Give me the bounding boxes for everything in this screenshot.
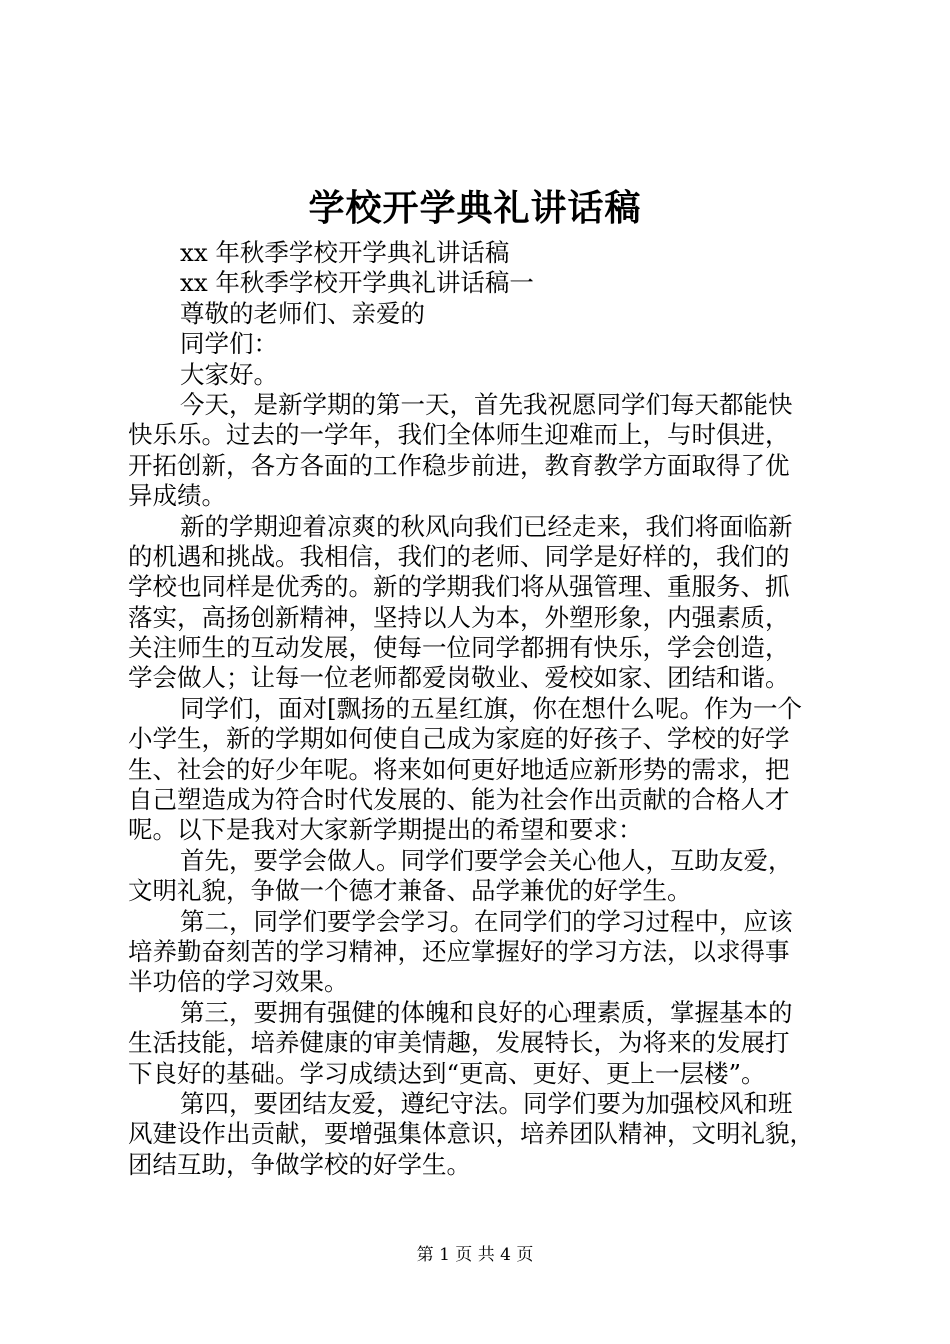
text-line: 关注师生的互动发展，使每一位同学都拥有快乐，学会创造，	[128, 633, 790, 663]
text-line: xx 年秋季学校开学典礼讲话稿一	[180, 268, 534, 298]
text-line: 落实，高扬创新精神，坚持以人为本，外塑形象，内强素质，	[128, 602, 790, 632]
text-line: 第三，要拥有强健的体魄和良好的心理素质，掌握基本的	[180, 997, 793, 1027]
document-title: 学校开学典礼讲话稿	[308, 187, 642, 229]
text-line: 下良好的基础。学习成绩达到“更高、更好、更上一层楼”。	[128, 1058, 766, 1088]
page-number-footer: 第 1 页 共 4 页	[416, 1245, 534, 1265]
text-line: 第二，同学们要学会学习。在同学们的学习过程中，应该	[180, 906, 793, 936]
text-line: 培养勤奋刻苦的学习精神，还应掌握好的学习方法，以求得事	[128, 936, 790, 966]
text-line: 风建设作出贡献，要增强集体意识，培养团队精神，文明礼貌，	[128, 1119, 814, 1149]
text-line: 的机遇和挑战。我相信，我们的老师、同学是好样的，我们的	[128, 541, 790, 571]
text-line: 呢。以下是我对大家新学期提出的希望和要求：	[128, 815, 643, 845]
text-line: 同学们，面对[飘扬的五星红旗，你在想什么呢。作为一个	[180, 693, 803, 723]
text-line: 自己塑造成为符合时代发展的、能为社会作出贡献的合格人才	[128, 785, 790, 815]
document-body	[128, 238, 844, 1180]
text-line: 团结互助，争做学校的好学生。	[128, 1149, 471, 1179]
text-line: 第四，要团结友爱，遵纪守法。同学们要为加强校风和班	[180, 1088, 793, 1118]
text-line: 生、社会的好少年呢。将来如何更好地适应新形势的需求，把	[128, 754, 790, 784]
text-line: xx 年秋季学校开学典礼讲话稿	[180, 238, 510, 267]
text-line: 文明礼貌，争做一个德才兼备、品学兼优的好学生。	[128, 876, 692, 906]
text-line: 异成绩。	[128, 481, 226, 511]
text-line: 开拓创新，各方各面的工作稳步前进，教育教学方面取得了优	[128, 450, 790, 480]
text-line: 首先，要学会做人。同学们要学会关心他人，互助友爱，	[180, 845, 793, 875]
text-line: 半功倍的学习效果。	[128, 967, 349, 997]
text-line: 今天，是新学期的第一天，首先我祝愿同学们每天都能快	[180, 389, 793, 419]
text-line: 新的学期迎着凉爽的秋风向我们已经走来，我们将面临新	[180, 511, 793, 541]
text-line: 学会做人；让每一位老师都爱岗敬业、爱校如家、团结和谐。	[128, 663, 790, 693]
text-line: 大家好。	[180, 359, 278, 389]
text-line: 小学生，新的学期如何使自己成为家庭的好孩子、学校的好学	[128, 724, 790, 754]
text-line: 尊敬的老师们、亲爱的	[180, 298, 425, 328]
text-line: 快乐乐。过去的一学年，我们全体师生迎难而上，与时俱进，	[128, 420, 790, 450]
text-line: 生活技能，培养健康的审美情趣，发展特长，为将来的发展打	[128, 1028, 790, 1058]
text-line: 学校也同样是优秀的。新的学期我们将从强管理、重服务、抓	[128, 572, 790, 602]
text-line: 同学们：	[180, 329, 278, 359]
